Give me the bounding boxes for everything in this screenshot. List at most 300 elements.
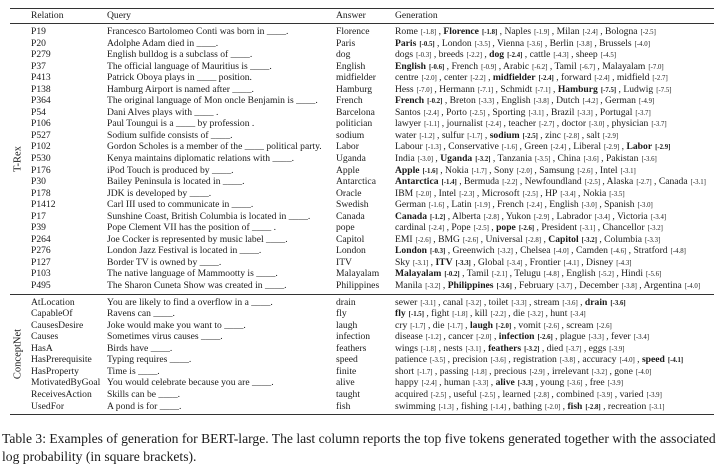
generated-token: kill bbox=[474, 308, 488, 320]
log-probability-value: -2.5 bbox=[586, 179, 598, 187]
log-probability: [-1.6] bbox=[422, 167, 438, 175]
separator: , bbox=[445, 210, 452, 222]
log-probability-value: -3.5 bbox=[611, 190, 623, 198]
generated-token: Tanzania bbox=[497, 153, 533, 165]
separator: , bbox=[591, 37, 600, 49]
table-row bbox=[10, 308, 714, 320]
relation-cell: HasPrerequisite bbox=[31, 354, 92, 366]
log-probability-value: -3.3 bbox=[579, 109, 591, 117]
separator: , bbox=[542, 199, 550, 211]
log-probability-value: -3.0 bbox=[639, 202, 651, 210]
log-probability-value: -3.4 bbox=[596, 213, 608, 221]
generated-token: Spanish bbox=[604, 199, 635, 211]
log-probability: [-3.4] bbox=[507, 259, 523, 267]
generated-token: Porto bbox=[446, 106, 467, 118]
generated-token: Columbia bbox=[604, 233, 642, 245]
generation-cell bbox=[393, 72, 714, 84]
generated-token: breeds bbox=[438, 49, 464, 61]
log-probability: [-1.7] bbox=[417, 368, 433, 376]
separator: , bbox=[517, 141, 525, 153]
log-probability: [-3.0] bbox=[581, 202, 597, 210]
separator: , bbox=[526, 296, 534, 308]
log-probability-value: -1.6 bbox=[504, 144, 515, 152]
log-probability-value: -2.8 bbox=[535, 391, 547, 399]
log-probability-value: -7.0 bbox=[418, 86, 430, 94]
log-probability-value: -2.8 bbox=[528, 236, 539, 244]
log-probability-value: -4.5 bbox=[603, 52, 614, 60]
generated-token: die bbox=[432, 319, 445, 331]
table-bottom-rule bbox=[10, 414, 714, 415]
separator: , bbox=[434, 129, 442, 141]
log-probability-value: -4.0 bbox=[636, 40, 648, 48]
separator: , bbox=[488, 222, 497, 234]
generated-token-correct: fish bbox=[567, 400, 583, 412]
log-probability: [-2.1] bbox=[491, 271, 508, 279]
log-probability: [-2.4] bbox=[526, 202, 543, 210]
log-probability: [-3.1] bbox=[690, 179, 706, 187]
log-probability: [-4.8] bbox=[543, 271, 560, 279]
query-cell: JDK is developed by ____. bbox=[107, 187, 212, 199]
log-probability: [-1.7] bbox=[410, 322, 426, 330]
generated-token-correct: Malayalam bbox=[395, 268, 442, 280]
log-probability: [-2.3] bbox=[459, 190, 475, 198]
log-probability: [-3.1] bbox=[465, 345, 481, 353]
relation-cell: P54 bbox=[31, 106, 46, 118]
log-probability: [-1.9] bbox=[534, 29, 550, 36]
separator: , bbox=[532, 164, 540, 176]
generated-token: accuracy bbox=[582, 354, 617, 366]
log-probability-value: -1.3 bbox=[440, 403, 452, 411]
table-row bbox=[10, 389, 714, 401]
query-cell: You would celebrate because you are ____. bbox=[107, 377, 274, 389]
separator: , bbox=[541, 233, 549, 245]
table-row bbox=[10, 257, 714, 269]
log-probability-value: -3.9 bbox=[611, 345, 623, 353]
log-probability-value: -2.4 bbox=[596, 75, 608, 83]
generated-token: Milan bbox=[556, 26, 580, 37]
generated-token: Alaska bbox=[606, 176, 634, 188]
log-probability: [-1.1] bbox=[424, 121, 440, 129]
log-probability: [-3.2] bbox=[497, 248, 513, 256]
table-row bbox=[10, 118, 714, 130]
separator: , bbox=[505, 400, 514, 412]
query-cell: You are likely to find a overflow in a ____. bbox=[107, 296, 273, 308]
separator: , bbox=[539, 342, 547, 354]
log-probability-value: -0.3 bbox=[418, 52, 430, 60]
log-probability: [-4.0] bbox=[553, 248, 569, 256]
log-probability-value: -2.5 bbox=[475, 225, 487, 233]
answer-cell: Labor bbox=[336, 141, 359, 153]
generation-cell bbox=[393, 188, 714, 200]
query-cell: Sometimes virus causes ____. bbox=[107, 331, 223, 343]
separator: , bbox=[486, 365, 494, 377]
table-row bbox=[10, 234, 714, 246]
log-probability-value: -2.4 bbox=[423, 380, 435, 388]
generation-cell bbox=[393, 343, 714, 355]
query-cell: Carl III used to communicate in ____. bbox=[107, 199, 254, 211]
generated-token: Vienna bbox=[497, 37, 525, 49]
generated-token: passing bbox=[439, 365, 469, 377]
separator: , bbox=[600, 176, 607, 188]
table-row bbox=[10, 211, 714, 223]
log-probability-value: -3.8 bbox=[623, 283, 635, 291]
answer-cell: speed bbox=[336, 354, 358, 366]
separator: , bbox=[636, 280, 644, 292]
log-probability-value: -2.6 bbox=[521, 225, 532, 233]
log-probability-value: -2.0 bbox=[423, 75, 435, 83]
generation-cell bbox=[393, 268, 714, 280]
table-row bbox=[10, 268, 714, 280]
separator: , bbox=[499, 210, 506, 222]
log-probability-value: -3.3 bbox=[475, 380, 487, 388]
query-cell: Typing requires ____. bbox=[107, 354, 192, 366]
generation-cell bbox=[393, 354, 714, 366]
log-probability-value: -2.7 bbox=[541, 121, 553, 129]
query-cell: The official language of Mauritius is ____. bbox=[107, 60, 272, 72]
generated-token-correct: sodium bbox=[489, 129, 520, 141]
separator: , bbox=[481, 296, 489, 308]
separator: , bbox=[575, 354, 583, 366]
answer-cell: Canada bbox=[336, 210, 365, 222]
table-row bbox=[10, 401, 714, 413]
relation-cell: P530 bbox=[31, 153, 51, 165]
generation-cell bbox=[393, 257, 714, 269]
generated-token: water bbox=[395, 129, 417, 141]
log-probability: [-1.9] bbox=[474, 202, 490, 210]
log-probability: [-3.6] bbox=[583, 156, 599, 164]
log-probability-value: -2.8 bbox=[486, 213, 497, 221]
log-probability: [-7.1] bbox=[477, 86, 494, 94]
log-probability: [-2.9] bbox=[529, 368, 545, 376]
log-probability: [-2.7] bbox=[652, 75, 668, 83]
separator: , bbox=[430, 233, 439, 245]
log-probability: [-3.3] bbox=[645, 236, 661, 244]
generated-token: Canada bbox=[658, 176, 688, 188]
generated-token: salt bbox=[586, 129, 600, 141]
log-probability: [-3.8] bbox=[576, 40, 592, 48]
log-probability-value: -3.7 bbox=[653, 121, 665, 129]
separator: , bbox=[425, 319, 433, 331]
generated-token: free bbox=[589, 377, 605, 389]
separator: , bbox=[612, 388, 620, 400]
generated-token-correct: Antarctica bbox=[395, 176, 439, 188]
log-probability-value: -2.5 bbox=[472, 109, 483, 117]
log-probability: [-3.9] bbox=[609, 345, 625, 353]
generated-token: London bbox=[441, 37, 472, 49]
log-probability-value: -3.3 bbox=[457, 259, 469, 267]
separator: , bbox=[474, 187, 482, 199]
log-probability-value: -3.8 bbox=[535, 98, 547, 106]
generated-token: IBM bbox=[395, 187, 414, 199]
log-probability-value: -2.7 bbox=[654, 75, 666, 83]
log-probability-value: -2.9 bbox=[657, 144, 669, 152]
answer-cell: Barcelona bbox=[336, 106, 375, 118]
separator: , bbox=[511, 319, 519, 331]
log-probability: [-1.5] bbox=[408, 311, 424, 319]
answer-cell: politician bbox=[336, 118, 373, 130]
log-probability-value: -2.0 bbox=[418, 190, 430, 198]
log-probability-value: -3.0 bbox=[591, 121, 603, 129]
log-probability-value: -1.1 bbox=[426, 121, 438, 129]
log-probability-value: -2.4 bbox=[529, 202, 540, 210]
generated-token: Malayalam bbox=[602, 60, 646, 72]
table-row bbox=[10, 188, 714, 200]
separator: , bbox=[445, 354, 453, 366]
log-probability: [-6.2] bbox=[532, 63, 548, 71]
separator: , bbox=[494, 95, 502, 107]
generated-token: forward bbox=[561, 72, 592, 84]
separator: , bbox=[489, 37, 498, 49]
log-probability-value: -4.1 bbox=[565, 259, 577, 267]
generated-token: Hindi bbox=[621, 268, 643, 280]
table-body bbox=[10, 24, 714, 414]
group-label: ConceptNet bbox=[12, 329, 24, 380]
log-probability: [-2.8] bbox=[533, 391, 550, 399]
separator: , bbox=[552, 331, 560, 343]
table-row bbox=[10, 199, 714, 211]
table-row bbox=[10, 297, 714, 309]
log-probability: [-2.8] bbox=[483, 213, 500, 221]
relation-cell: P30 bbox=[31, 176, 46, 188]
log-probability-value: -3.5 bbox=[432, 357, 443, 365]
log-probability-value: -2.6 bbox=[598, 322, 610, 330]
log-probability: [-2.4] bbox=[485, 121, 502, 129]
log-probability-value: -2.5 bbox=[524, 190, 536, 198]
separator: , bbox=[547, 60, 555, 72]
table-row bbox=[10, 38, 714, 50]
log-probability-value: -2.6 bbox=[417, 236, 429, 244]
separator: , bbox=[497, 26, 505, 37]
log-probability: [-2.6] bbox=[543, 322, 560, 330]
log-probability: [-3.1] bbox=[620, 167, 636, 175]
separator: , bbox=[543, 308, 551, 320]
log-probability-value: -3.3 bbox=[647, 236, 659, 244]
separator: , bbox=[522, 256, 530, 268]
log-probability: [-3.8] bbox=[559, 357, 576, 365]
relation-cell: P413 bbox=[31, 72, 51, 84]
log-probability: [-3.8] bbox=[621, 283, 637, 291]
log-probability: [-0.2] bbox=[427, 98, 443, 106]
log-probability: [-2.0] bbox=[421, 75, 437, 83]
separator: , bbox=[626, 245, 634, 257]
log-probability: [-0.6] bbox=[428, 63, 445, 71]
log-probability-value: -3.3 bbox=[513, 299, 525, 307]
header-query: Query bbox=[107, 10, 131, 21]
log-probability-value: -3.6 bbox=[492, 357, 504, 365]
generated-token: English bbox=[501, 95, 531, 107]
log-probability: [-3.4] bbox=[650, 213, 667, 221]
separator: , bbox=[485, 106, 493, 118]
generated-token-correct: Hamburg bbox=[557, 83, 598, 95]
log-probability-value: -3.5 bbox=[476, 40, 488, 48]
separator: , bbox=[595, 60, 603, 72]
separator: , bbox=[453, 400, 462, 412]
generated-token-correct: alive bbox=[495, 377, 515, 389]
generated-token-correct: Paris bbox=[395, 37, 417, 49]
generated-token: Portugal bbox=[599, 106, 633, 118]
log-probability: [-2.9] bbox=[603, 144, 620, 152]
generated-token: Telugu bbox=[514, 268, 541, 280]
answer-cell: Florence bbox=[336, 26, 370, 37]
separator: , bbox=[470, 256, 478, 268]
generation-cell bbox=[393, 297, 714, 309]
log-probability: [-1.2] bbox=[419, 132, 435, 140]
log-probability: [-3.3] bbox=[511, 299, 527, 307]
header-relation: Relation bbox=[31, 10, 64, 21]
log-probability-value: -3.1 bbox=[422, 299, 434, 307]
log-probability-value: -1.7 bbox=[469, 132, 481, 140]
generated-token: young bbox=[540, 377, 565, 389]
log-probability-value: -3.8 bbox=[562, 357, 573, 365]
answer-cell: Paris bbox=[336, 37, 356, 49]
generated-token: center bbox=[443, 72, 468, 84]
log-probability-value: -1.4 bbox=[443, 179, 455, 187]
table-row bbox=[10, 176, 714, 188]
generated-token: Chancellor bbox=[602, 222, 645, 234]
generation-cell bbox=[393, 38, 714, 50]
generated-token: December bbox=[579, 280, 619, 292]
generated-token: dogs bbox=[395, 49, 414, 61]
log-probability: [-3.3] bbox=[588, 334, 604, 342]
log-probability-value: -1.6 bbox=[431, 202, 442, 210]
query-cell: The native language of Mammootty is ____. bbox=[107, 268, 278, 280]
log-probability-value: -1.4 bbox=[492, 403, 504, 411]
table-row bbox=[10, 165, 714, 177]
generated-token: French bbox=[497, 199, 524, 211]
generated-token: BMG bbox=[438, 233, 460, 245]
answer-cell: midfielder bbox=[336, 72, 376, 84]
query-cell: Adolphe Adam died in ____. bbox=[107, 37, 219, 49]
log-probability-value: -4.0 bbox=[555, 248, 567, 256]
generated-token: precious bbox=[493, 365, 527, 377]
answer-cell: infection bbox=[336, 331, 371, 343]
log-probability: [-2.9] bbox=[602, 132, 619, 140]
log-probability-value: -2.5 bbox=[482, 391, 494, 399]
generated-token: recreation bbox=[607, 400, 647, 412]
relation-cell: P276 bbox=[31, 245, 51, 257]
separator: , bbox=[600, 400, 608, 412]
generated-token: registration bbox=[513, 354, 557, 366]
separator: , bbox=[485, 72, 493, 84]
log-probability: [-7.0] bbox=[648, 63, 664, 71]
generated-token: Manila bbox=[395, 280, 423, 292]
separator: , bbox=[505, 354, 514, 366]
generated-token: eggs bbox=[588, 342, 607, 354]
log-probability-value: -5.2 bbox=[600, 271, 612, 279]
log-probability: [-1.6] bbox=[501, 144, 518, 152]
generation-cell bbox=[393, 389, 714, 401]
log-probability: [-2.5] bbox=[522, 190, 538, 198]
log-probability-value: -4.8 bbox=[546, 271, 557, 279]
generated-token: Bermuda bbox=[464, 176, 500, 188]
generated-token: Arabic bbox=[503, 60, 530, 72]
separator: , bbox=[431, 187, 439, 199]
log-probability: [-2.4] bbox=[423, 109, 439, 117]
relation-cell: HasA bbox=[31, 342, 53, 354]
log-probability: [-3.9] bbox=[646, 391, 662, 399]
log-probability-value: -2.4 bbox=[425, 109, 437, 117]
log-probability-value: -1.7 bbox=[419, 368, 431, 376]
generated-token: cardinal bbox=[395, 222, 426, 234]
generated-token-correct: Apple bbox=[395, 164, 420, 176]
log-probability: [-2.0] bbox=[544, 403, 561, 411]
generated-token: canal bbox=[442, 296, 464, 308]
log-probability-value: -7.5 bbox=[603, 86, 614, 94]
generated-token-correct: dog bbox=[489, 49, 505, 61]
log-probability: [-4.8] bbox=[670, 248, 686, 256]
query-cell: Bailey Peninsula is located in ____. bbox=[107, 176, 245, 188]
relation-cell: P106 bbox=[31, 118, 51, 130]
generation-cell bbox=[393, 245, 714, 257]
separator: , bbox=[571, 280, 580, 292]
log-probability-value: -3.4 bbox=[636, 334, 647, 342]
generated-token: acquired bbox=[395, 388, 429, 400]
log-probability: [-2.7] bbox=[636, 179, 652, 187]
generated-token: happy bbox=[395, 377, 419, 389]
log-probability: [-3.7] bbox=[556, 283, 572, 291]
log-probability-value: -3.3 bbox=[520, 380, 531, 388]
relation-cell: CapableOf bbox=[31, 308, 73, 320]
log-probability: [-1.7] bbox=[467, 132, 483, 140]
log-probability-value: -3.4 bbox=[509, 259, 521, 267]
log-probability-value: -1.5 bbox=[410, 311, 422, 319]
log-probability-value: -1.6 bbox=[424, 167, 436, 175]
separator: , bbox=[568, 49, 576, 61]
generated-token: zinc bbox=[545, 129, 562, 141]
separator: , bbox=[603, 331, 612, 343]
generation-cell bbox=[393, 61, 714, 73]
log-probability: [-3.0] bbox=[637, 202, 653, 210]
generation-cell bbox=[393, 118, 714, 130]
log-probability: [-2.4] bbox=[428, 225, 445, 233]
separator: , bbox=[496, 60, 504, 72]
log-probability: [-6.7] bbox=[579, 63, 596, 71]
generated-token: English bbox=[549, 199, 579, 211]
table-row bbox=[10, 72, 714, 84]
table-row bbox=[10, 280, 714, 292]
generated-token: precision bbox=[452, 354, 488, 366]
relation-cell: P527 bbox=[31, 129, 51, 141]
separator: , bbox=[566, 141, 574, 153]
separator: , bbox=[444, 199, 452, 211]
separator: , bbox=[434, 37, 442, 49]
log-probability: [-3.6] bbox=[490, 357, 506, 365]
generated-token: patience bbox=[395, 354, 427, 366]
log-probability-value: -2.0 bbox=[547, 403, 558, 411]
generation-cell bbox=[393, 176, 714, 188]
log-probability: [-3.7] bbox=[651, 121, 667, 129]
table-row bbox=[10, 26, 714, 38]
answer-cell: dog bbox=[336, 49, 351, 61]
log-probability-value: -1.7 bbox=[449, 322, 461, 330]
query-cell: Time is ____. bbox=[107, 365, 160, 377]
table-row bbox=[10, 84, 714, 96]
log-probability-value: -3.2 bbox=[649, 225, 661, 233]
log-probability-value: -3.2 bbox=[526, 345, 538, 353]
log-probability: [-4.6] bbox=[610, 248, 627, 256]
relation-cell: P495 bbox=[31, 280, 51, 292]
answer-cell: feathers bbox=[336, 342, 367, 354]
separator: , bbox=[579, 129, 587, 141]
generated-token: learned bbox=[502, 388, 531, 400]
log-probability-value: -1.7 bbox=[412, 322, 424, 330]
query-cell: Paul Toungui is a ____ by profession . bbox=[107, 118, 255, 130]
log-probability-value: -3.6 bbox=[643, 156, 655, 164]
separator: , bbox=[542, 37, 550, 49]
log-probability-value: -3.7 bbox=[558, 283, 570, 291]
log-probability-value: -2.3 bbox=[461, 190, 473, 198]
log-probability-value: -2.6 bbox=[465, 236, 476, 244]
